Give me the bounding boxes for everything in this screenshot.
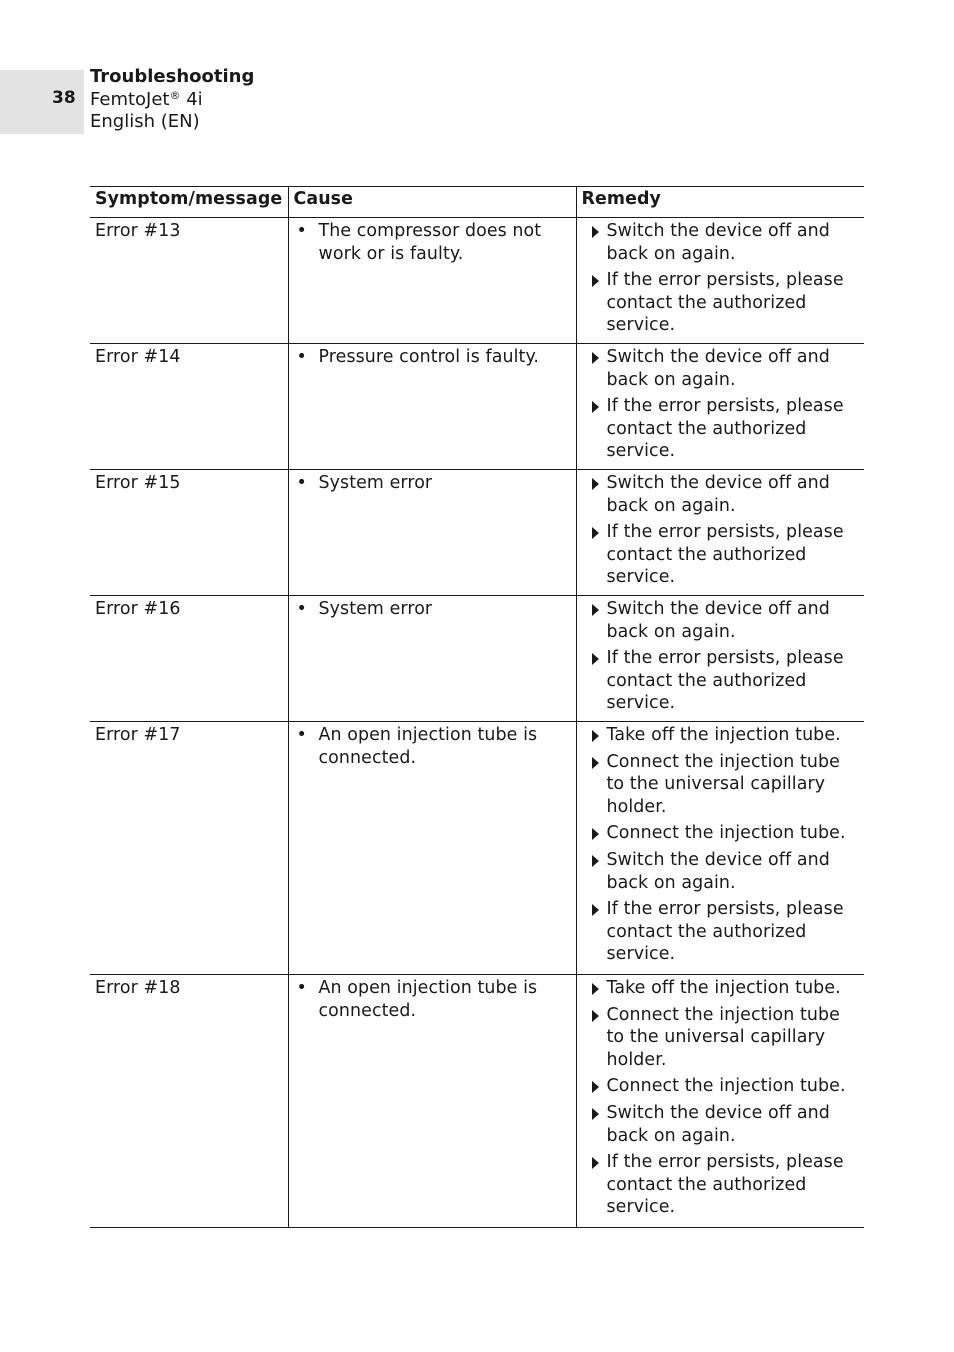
triangle-right-icon xyxy=(592,275,599,287)
remedy-item xyxy=(582,1102,860,1147)
cause-cell xyxy=(288,722,576,975)
cause-text: System error xyxy=(318,473,433,493)
remedy-text: Switch the device off and back on again. xyxy=(606,849,830,893)
bullet-icon: • xyxy=(296,725,307,745)
triangle-right-icon xyxy=(592,226,599,238)
triangle-right-icon xyxy=(592,855,599,867)
bullet-icon: • xyxy=(296,221,307,241)
remedy-text: Connect the injection tube. xyxy=(606,1076,846,1097)
bullet-icon: • xyxy=(296,978,307,998)
column-header-remedy: Remedy xyxy=(576,187,864,218)
remedy-cell xyxy=(576,344,864,470)
cause-cell xyxy=(288,218,576,344)
triangle-right-icon xyxy=(592,757,599,769)
cause-cell xyxy=(288,975,576,1228)
remedy-text: If the error persists, please contact the authorized service. xyxy=(606,396,844,462)
remedy-text: Switch the device off and back on again. xyxy=(606,599,830,642)
remedy-text: Switch the device off and back on again. xyxy=(606,473,830,516)
cause-cell xyxy=(288,596,576,722)
remedy-item xyxy=(582,822,860,845)
bullet-icon: • xyxy=(296,347,307,367)
remedy-text: If the error persists, please contact the authorized service. xyxy=(606,1152,844,1218)
remedy-cell xyxy=(576,722,864,975)
cause-item xyxy=(294,346,571,369)
triangle-right-icon xyxy=(592,828,599,840)
table-row xyxy=(90,975,864,1228)
remedy-item xyxy=(582,977,860,1000)
table-row xyxy=(90,344,864,470)
triangle-right-icon xyxy=(592,1108,599,1120)
section-title: Troubleshooting xyxy=(90,66,255,87)
triangle-right-icon xyxy=(592,352,599,364)
table-body xyxy=(90,218,864,1228)
triangle-right-icon xyxy=(592,527,599,539)
remedy-cell xyxy=(576,596,864,722)
symptom-cell: Error #13 xyxy=(90,218,288,344)
remedy-text: Connect the injection tube to the universal capillary holder. xyxy=(606,1004,840,1070)
triangle-right-icon xyxy=(592,1157,599,1169)
bullet-icon: • xyxy=(296,599,307,619)
cause-item xyxy=(294,472,571,495)
cause-item xyxy=(294,724,571,769)
remedy-cell xyxy=(576,470,864,596)
remedy-text: Connect the injection tube. xyxy=(606,823,846,844)
remedy-text: Switch the device off and back on again. xyxy=(606,347,830,390)
cause-text: An open injection tube is connected. xyxy=(318,725,538,768)
remedy-item xyxy=(582,598,860,643)
remedy-item xyxy=(582,1004,860,1072)
triangle-right-icon xyxy=(592,401,599,413)
symptom-cell: Error #16 xyxy=(90,596,288,722)
remedy-item xyxy=(582,849,860,894)
product-name xyxy=(90,89,254,112)
remedy-item xyxy=(582,751,860,819)
remedy-item xyxy=(582,898,860,966)
remedy-item xyxy=(582,395,860,463)
remedy-text: Take off the injection tube. xyxy=(606,725,841,745)
cause-text: The compressor does not work or is faulty. xyxy=(318,221,542,264)
symptom-cell: Error #15 xyxy=(90,470,288,596)
remedy-item xyxy=(582,724,860,747)
remedy-item xyxy=(582,220,860,265)
triangle-right-icon xyxy=(592,730,599,742)
table-row xyxy=(90,218,864,344)
remedy-text: If the error persists, please contact the authorized service. xyxy=(606,899,844,965)
triangle-right-icon xyxy=(592,653,599,665)
remedy-item xyxy=(582,647,860,715)
triangle-right-icon xyxy=(592,1081,599,1093)
cause-text: Pressure control is faulty. xyxy=(318,347,540,367)
remedy-item xyxy=(582,269,860,337)
table-row xyxy=(90,470,864,596)
remedy-text: Take off the injection tube. xyxy=(606,978,841,998)
cause-text: System error xyxy=(318,599,433,619)
registered-mark: ® xyxy=(169,88,181,102)
remedy-text: If the error persists, please contact the authorized service. xyxy=(606,648,844,714)
cause-text: An open injection tube is connected. xyxy=(318,978,538,1021)
remedy-item xyxy=(582,521,860,589)
page-number: 38 xyxy=(52,88,76,108)
troubleshooting-table xyxy=(90,186,864,1228)
product-model: 4i xyxy=(180,88,203,110)
running-header xyxy=(90,66,254,134)
remedy-item xyxy=(582,1151,860,1219)
bullet-icon: • xyxy=(296,473,307,493)
triangle-right-icon xyxy=(592,983,599,995)
symptom-cell: Error #17 xyxy=(90,722,288,975)
remedy-text: Switch the device off and back on again. xyxy=(606,221,830,264)
triangle-right-icon xyxy=(592,604,599,616)
remedy-item xyxy=(582,346,860,391)
remedy-cell xyxy=(576,975,864,1228)
cause-item xyxy=(294,598,571,621)
remedy-item xyxy=(582,1075,860,1098)
table-row xyxy=(90,596,864,722)
remedy-text: Connect the injection tube to the universal capillary holder. xyxy=(606,751,840,817)
symptom-cell: Error #14 xyxy=(90,344,288,470)
remedy-text: If the error persists, please contact the authorized service. xyxy=(606,522,844,588)
cause-item xyxy=(294,977,571,1022)
remedy-text: If the error persists, please contact the authorized service. xyxy=(606,270,844,336)
triangle-right-icon xyxy=(592,904,599,916)
document-language: English (EN) xyxy=(90,111,200,132)
cause-item xyxy=(294,220,571,265)
product-name-text: FemtoJet xyxy=(90,88,170,110)
cause-cell xyxy=(288,344,576,470)
remedy-text: Switch the device off and back on again. xyxy=(606,1102,830,1146)
remedy-cell xyxy=(576,218,864,344)
symptom-cell: Error #18 xyxy=(90,975,288,1228)
cause-cell xyxy=(288,470,576,596)
triangle-right-icon xyxy=(592,1010,599,1022)
column-header-cause: Cause xyxy=(288,187,576,218)
table-row xyxy=(90,722,864,975)
remedy-item xyxy=(582,472,860,517)
triangle-right-icon xyxy=(592,478,599,490)
table-header-row xyxy=(90,187,864,218)
column-header-symptom: Symptom/message xyxy=(90,187,288,218)
